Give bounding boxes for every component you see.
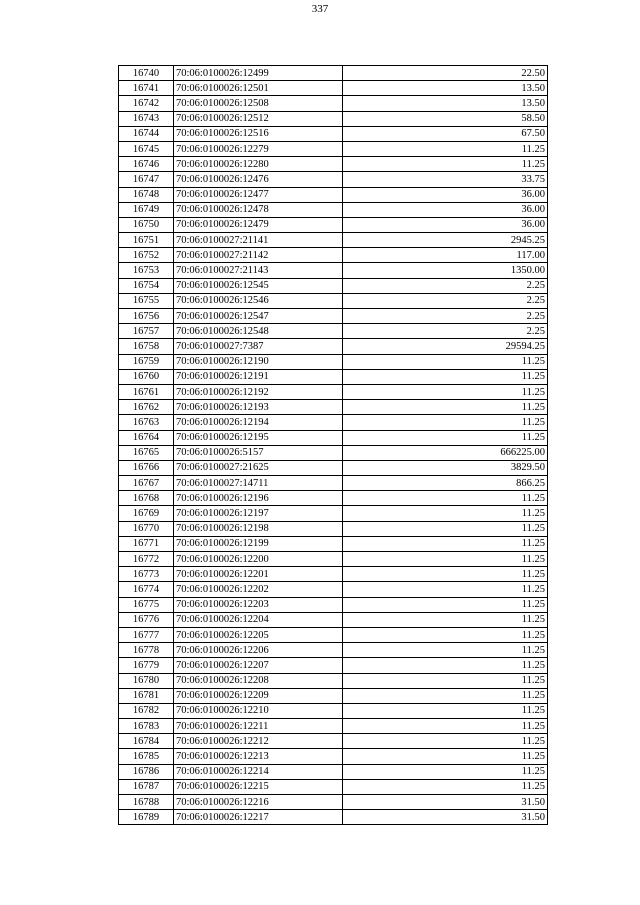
table-row <box>119 172 548 187</box>
table-row <box>119 141 548 156</box>
cadastral-number-cell: 70:06:0100026:12210 <box>174 703 343 718</box>
cadastral-number-cell: 70:06:0100026:5157 <box>174 445 343 460</box>
row-number-cell: 16754 <box>119 278 174 293</box>
area-value-cell: 33.75 <box>343 172 548 187</box>
row-number-cell: 16768 <box>119 491 174 506</box>
table-row <box>119 415 548 430</box>
area-value-cell: 11.25 <box>343 369 548 384</box>
cadastral-number-cell: 70:06:0100027:21141 <box>174 233 343 248</box>
table-row <box>119 460 548 475</box>
area-value-cell: 11.25 <box>343 141 548 156</box>
row-number-cell: 16758 <box>119 339 174 354</box>
cadastral-number-cell: 70:06:0100026:12193 <box>174 400 343 415</box>
table-row <box>119 703 548 718</box>
area-value-cell: 11.25 <box>343 506 548 521</box>
row-number-cell: 16783 <box>119 719 174 734</box>
page-number: 337 <box>311 3 329 15</box>
area-value-cell: 11.25 <box>343 779 548 794</box>
cadastral-number-cell: 70:06:0100026:12195 <box>174 430 343 445</box>
table-row <box>119 597 548 612</box>
cadastral-number-cell: 70:06:0100026:12203 <box>174 597 343 612</box>
row-number-cell: 16740 <box>119 66 174 81</box>
row-number-cell: 16766 <box>119 460 174 475</box>
row-number-cell: 16780 <box>119 673 174 688</box>
table-row <box>119 217 548 232</box>
table-row <box>119 779 548 794</box>
cadastral-number-cell: 70:06:0100026:12215 <box>174 779 343 794</box>
cadastral-number-cell: 70:06:0100026:12479 <box>174 217 343 232</box>
table-row <box>119 369 548 384</box>
area-value-cell: 11.25 <box>343 354 548 369</box>
area-value-cell: 866.25 <box>343 476 548 491</box>
area-value-cell: 36.00 <box>343 217 548 232</box>
cadastral-number-cell: 70:06:0100026:12216 <box>174 795 343 810</box>
cadastral-number-cell: 70:06:0100026:12202 <box>174 582 343 597</box>
cadastral-number-cell: 70:06:0100026:12477 <box>174 187 343 202</box>
area-value-cell: 11.25 <box>343 643 548 658</box>
table-row <box>119 111 548 126</box>
table-row <box>119 506 548 521</box>
cadastral-number-cell: 70:06:0100026:12547 <box>174 309 343 324</box>
row-number-cell: 16774 <box>119 582 174 597</box>
row-number-cell: 16771 <box>119 536 174 551</box>
cadastral-number-cell: 70:06:0100026:12192 <box>174 384 343 399</box>
cadastral-number-cell: 70:06:0100026:12213 <box>174 749 343 764</box>
cadastral-number-cell: 70:06:0100026:12280 <box>174 157 343 172</box>
table-row <box>119 187 548 202</box>
table-row <box>119 688 548 703</box>
row-number-cell: 16781 <box>119 688 174 703</box>
row-number-cell: 16789 <box>119 810 174 825</box>
table-row <box>119 567 548 582</box>
table-row <box>119 643 548 658</box>
table-row <box>119 491 548 506</box>
area-value-cell: 2945.25 <box>343 233 548 248</box>
cadastral-number-cell: 70:06:0100026:12545 <box>174 278 343 293</box>
cadastral-number-cell: 70:06:0100026:12217 <box>174 810 343 825</box>
table-row <box>119 384 548 399</box>
area-value-cell: 11.25 <box>343 719 548 734</box>
cadastral-number-cell: 70:06:0100027:21143 <box>174 263 343 278</box>
cadastral-number-cell: 70:06:0100026:12546 <box>174 293 343 308</box>
cadastral-number-cell: 70:06:0100026:12478 <box>174 202 343 217</box>
cadastral-number-cell: 70:06:0100026:12190 <box>174 354 343 369</box>
table-row <box>119 749 548 764</box>
row-number-cell: 16788 <box>119 795 174 810</box>
table-row <box>119 293 548 308</box>
row-number-cell: 16786 <box>119 764 174 779</box>
area-value-cell: 11.25 <box>343 764 548 779</box>
area-value-cell: 22.50 <box>343 66 548 81</box>
area-value-cell: 2.25 <box>343 278 548 293</box>
row-number-cell: 16755 <box>119 293 174 308</box>
cadastral-number-cell: 70:06:0100026:12197 <box>174 506 343 521</box>
row-number-cell: 16761 <box>119 384 174 399</box>
area-value-cell: 1350.00 <box>343 263 548 278</box>
table-row <box>119 536 548 551</box>
cadastral-number-cell: 70:06:0100026:12501 <box>174 81 343 96</box>
area-value-cell: 11.25 <box>343 400 548 415</box>
area-value-cell: 11.25 <box>343 749 548 764</box>
area-value-cell: 11.25 <box>343 673 548 688</box>
area-value-cell: 67.50 <box>343 126 548 141</box>
cadastral-number-cell: 70:06:0100027:21625 <box>174 460 343 475</box>
cadastral-number-cell: 70:06:0100026:12207 <box>174 658 343 673</box>
cadastral-number-cell: 70:06:0100026:12200 <box>174 552 343 567</box>
table-row <box>119 400 548 415</box>
area-value-cell: 117.00 <box>343 248 548 263</box>
cadastral-number-cell: 70:06:0100026:12476 <box>174 172 343 187</box>
area-value-cell: 2.25 <box>343 309 548 324</box>
row-number-cell: 16782 <box>119 703 174 718</box>
area-value-cell: 11.25 <box>343 734 548 749</box>
cadastral-number-cell: 70:06:0100026:12209 <box>174 688 343 703</box>
table-row <box>119 582 548 597</box>
area-value-cell: 2.25 <box>343 293 548 308</box>
cadastral-number-cell: 70:06:0100026:12208 <box>174 673 343 688</box>
row-number-cell: 16750 <box>119 217 174 232</box>
row-number-cell: 16757 <box>119 324 174 339</box>
table-row <box>119 157 548 172</box>
cadastral-number-cell: 70:06:0100026:12198 <box>174 521 343 536</box>
table-row <box>119 430 548 445</box>
area-value-cell: 11.25 <box>343 688 548 703</box>
table-row <box>119 734 548 749</box>
cadastral-number-cell: 70:06:0100026:12516 <box>174 126 343 141</box>
table-row <box>119 202 548 217</box>
area-value-cell: 29594.25 <box>343 339 548 354</box>
cadastral-number-cell: 70:06:0100026:12194 <box>174 415 343 430</box>
area-value-cell: 11.25 <box>343 597 548 612</box>
table-row <box>119 627 548 642</box>
cadastral-number-cell: 70:06:0100026:12205 <box>174 627 343 642</box>
area-value-cell: 2.25 <box>343 324 548 339</box>
table-row <box>119 764 548 779</box>
row-number-cell: 16749 <box>119 202 174 217</box>
table-row <box>119 552 548 567</box>
cadastral-number-cell: 70:06:0100026:12508 <box>174 96 343 111</box>
row-number-cell: 16744 <box>119 126 174 141</box>
row-number-cell: 16776 <box>119 612 174 627</box>
cadastral-number-cell: 70:06:0100027:14711 <box>174 476 343 491</box>
area-value-cell: 58.50 <box>343 111 548 126</box>
cadastral-number-cell: 70:06:0100026:12214 <box>174 764 343 779</box>
table-row <box>119 445 548 460</box>
area-value-cell: 13.50 <box>343 81 548 96</box>
row-number-cell: 16778 <box>119 643 174 658</box>
table-row <box>119 96 548 111</box>
table-row <box>119 278 548 293</box>
row-number-cell: 16779 <box>119 658 174 673</box>
row-number-cell: 16748 <box>119 187 174 202</box>
cadastral-number-cell: 70:06:0100026:12212 <box>174 734 343 749</box>
row-number-cell: 16743 <box>119 111 174 126</box>
table-row <box>119 658 548 673</box>
row-number-cell: 16772 <box>119 552 174 567</box>
area-value-cell: 666225.00 <box>343 445 548 460</box>
table-row <box>119 339 548 354</box>
row-number-cell: 16741 <box>119 81 174 96</box>
cadastral-table <box>118 65 548 825</box>
cadastral-number-cell: 70:06:0100026:12199 <box>174 536 343 551</box>
table-body <box>119 66 548 825</box>
row-number-cell: 16764 <box>119 430 174 445</box>
area-value-cell: 11.25 <box>343 536 548 551</box>
table-row <box>119 354 548 369</box>
area-value-cell: 36.00 <box>343 187 548 202</box>
table-row <box>119 263 548 278</box>
row-number-cell: 16759 <box>119 354 174 369</box>
area-value-cell: 11.25 <box>343 430 548 445</box>
table-row <box>119 233 548 248</box>
row-number-cell: 16756 <box>119 309 174 324</box>
area-value-cell: 11.25 <box>343 521 548 536</box>
cadastral-number-cell: 70:06:0100026:12196 <box>174 491 343 506</box>
cadastral-number-cell: 70:06:0100026:12211 <box>174 719 343 734</box>
row-number-cell: 16753 <box>119 263 174 278</box>
row-number-cell: 16770 <box>119 521 174 536</box>
table-row <box>119 810 548 825</box>
row-number-cell: 16763 <box>119 415 174 430</box>
row-number-cell: 16773 <box>119 567 174 582</box>
area-value-cell: 31.50 <box>343 795 548 810</box>
table-row <box>119 719 548 734</box>
cadastral-number-cell: 70:06:0100027:7387 <box>174 339 343 354</box>
area-value-cell: 3829.50 <box>343 460 548 475</box>
cadastral-number-cell: 70:06:0100026:12201 <box>174 567 343 582</box>
table-row <box>119 309 548 324</box>
row-number-cell: 16742 <box>119 96 174 111</box>
row-number-cell: 16785 <box>119 749 174 764</box>
cadastral-number-cell: 70:06:0100026:12191 <box>174 369 343 384</box>
area-value-cell: 11.25 <box>343 552 548 567</box>
cadastral-number-cell: 70:06:0100026:12512 <box>174 111 343 126</box>
table-row <box>119 81 548 96</box>
area-value-cell: 11.25 <box>343 627 548 642</box>
cadastral-number-cell: 70:06:0100026:12548 <box>174 324 343 339</box>
area-value-cell: 13.50 <box>343 96 548 111</box>
area-value-cell: 11.25 <box>343 384 548 399</box>
row-number-cell: 16745 <box>119 141 174 156</box>
table-row <box>119 795 548 810</box>
area-value-cell: 36.00 <box>343 202 548 217</box>
table-row <box>119 66 548 81</box>
row-number-cell: 16767 <box>119 476 174 491</box>
row-number-cell: 16762 <box>119 400 174 415</box>
area-value-cell: 11.25 <box>343 612 548 627</box>
row-number-cell: 16787 <box>119 779 174 794</box>
table-row <box>119 521 548 536</box>
area-value-cell: 11.25 <box>343 491 548 506</box>
row-number-cell: 16775 <box>119 597 174 612</box>
cadastral-number-cell: 70:06:0100026:12206 <box>174 643 343 658</box>
area-value-cell: 11.25 <box>343 415 548 430</box>
table-row <box>119 248 548 263</box>
cadastral-number-cell: 70:06:0100026:12204 <box>174 612 343 627</box>
area-value-cell: 31.50 <box>343 810 548 825</box>
table-row <box>119 324 548 339</box>
row-number-cell: 16751 <box>119 233 174 248</box>
area-value-cell: 11.25 <box>343 157 548 172</box>
table-row <box>119 673 548 688</box>
table-row <box>119 476 548 491</box>
row-number-cell: 16765 <box>119 445 174 460</box>
row-number-cell: 16777 <box>119 627 174 642</box>
cadastral-number-cell: 70:06:0100026:12279 <box>174 141 343 156</box>
cadastral-number-cell: 70:06:0100026:12499 <box>174 66 343 81</box>
area-value-cell: 11.25 <box>343 582 548 597</box>
table-row <box>119 126 548 141</box>
row-number-cell: 16784 <box>119 734 174 749</box>
row-number-cell: 16747 <box>119 172 174 187</box>
row-number-cell: 16760 <box>119 369 174 384</box>
area-value-cell: 11.25 <box>343 703 548 718</box>
row-number-cell: 16769 <box>119 506 174 521</box>
row-number-cell: 16746 <box>119 157 174 172</box>
row-number-cell: 16752 <box>119 248 174 263</box>
cadastral-number-cell: 70:06:0100027:21142 <box>174 248 343 263</box>
area-value-cell: 11.25 <box>343 567 548 582</box>
area-value-cell: 11.25 <box>343 658 548 673</box>
table-row <box>119 612 548 627</box>
